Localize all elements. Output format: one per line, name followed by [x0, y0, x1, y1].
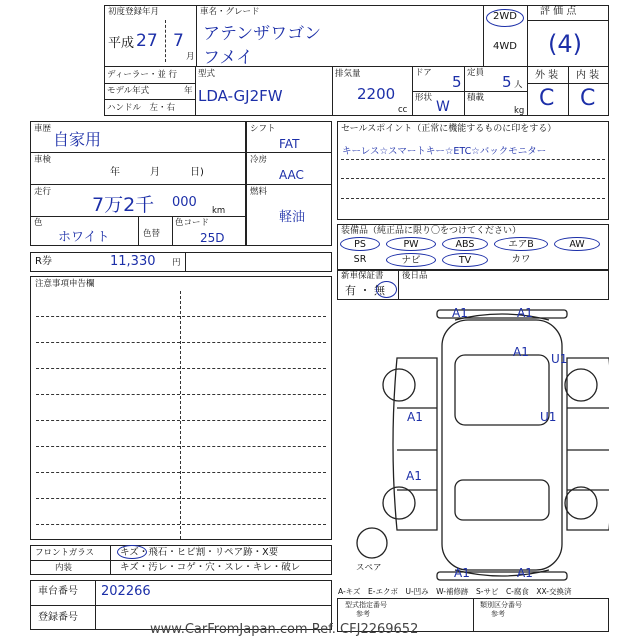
wheel-front-left: [383, 369, 415, 401]
interior-cond-value: キズ・汚レ・コゲ・穴・スレ・キレ・破レ: [120, 562, 301, 573]
damage-mark: A1: [454, 566, 470, 580]
load-label: 積載: [467, 93, 485, 103]
color-code-value: 25D: [200, 231, 225, 245]
damage-mark: A1: [407, 410, 423, 424]
damage-mark: U1: [551, 352, 568, 366]
interior-cond-label: 内装: [55, 563, 73, 573]
color-label: 色: [34, 218, 43, 228]
damage-mark: A1: [517, 566, 533, 580]
interior-label: 内 装: [576, 70, 600, 81]
equipment-item: SR: [353, 254, 367, 265]
doors-value: 5: [452, 73, 462, 91]
usage-value: 自家用: [53, 130, 102, 149]
recycle-value: 11,330: [110, 254, 156, 269]
windshield-value: キズ・飛石・ヒビ割・リペア跡・X要: [120, 547, 279, 558]
damage-mark: A1: [513, 345, 529, 359]
reg-month-unit: 月: [186, 52, 195, 62]
equipment-item: PW: [386, 237, 436, 251]
color-value: ホワイト: [58, 230, 110, 245]
grade-value: (4): [548, 30, 582, 58]
reg-date-label: 初度登録年月: [108, 7, 160, 17]
regno-label: 登録番号: [38, 612, 78, 623]
warranty-none-circle: [376, 281, 397, 298]
equipment-row-1: [340, 237, 608, 251]
equipment-item: ABS: [442, 237, 488, 251]
selling-value: キーレス☆スマートキー☆ETC☆バックモニター: [342, 146, 547, 157]
recycle-label: R券: [35, 256, 52, 267]
wheel-front-right: [565, 369, 597, 401]
spare-label: スペア: [356, 563, 382, 573]
shape-value: W: [436, 99, 450, 115]
retrofit-label: 後日品: [402, 271, 428, 281]
dealer-label: ディーラー・並 行: [107, 70, 178, 80]
diagram-front-bumper: [455, 314, 549, 320]
model-year-unit: 年: [184, 86, 193, 96]
ac-value: AAC: [279, 168, 304, 182]
equipment-item: エアB: [494, 237, 548, 251]
equipment-item: TV: [442, 253, 488, 267]
car-damage-diagram: [337, 300, 609, 584]
class-label: 類別区分番号: [480, 601, 522, 609]
type-designation-ref: 参考: [356, 610, 370, 618]
handle-label: ハンドル 左・右: [107, 103, 176, 113]
notes-label: 注意事項申告欄: [35, 279, 95, 289]
damage-mark: U1: [540, 410, 557, 424]
recycle-panel: [30, 252, 332, 272]
equipment-item: カワ: [511, 254, 531, 265]
warranty-label: 新車保証書: [341, 271, 384, 281]
interior-value: C: [580, 86, 596, 111]
equipment-row-2: [340, 253, 608, 267]
drive-4wd: 4WD: [493, 41, 517, 52]
watermark: www.CarFromJapan.com Ref. CFJ2269652: [150, 622, 419, 637]
model-grade: フメイ: [203, 48, 253, 68]
displacement-unit: cc: [398, 105, 408, 115]
color-change-label: 色替: [143, 229, 161, 239]
inspection-label: 車検: [34, 155, 52, 165]
type-value: LDA-GJ2FW: [198, 87, 283, 105]
diagram-rear-glass: [455, 480, 549, 520]
mileage-unit: km: [212, 206, 226, 216]
type-designation-label: 型式指定番号: [345, 601, 387, 609]
capacity-unit: 人: [514, 80, 523, 90]
mileage-label: 走行: [34, 187, 52, 197]
capacity-value: 5: [502, 73, 512, 91]
selling-panel: [337, 121, 609, 220]
reg-year: 27: [136, 31, 158, 51]
exterior-label: 外 装: [535, 70, 559, 81]
reg-month: 7: [173, 31, 184, 51]
wheel-rear-right: [565, 487, 597, 519]
windshield-scratch-circle: [117, 545, 147, 559]
class-ref: 参考: [491, 610, 505, 618]
windshield-label: フロントガラス: [35, 548, 94, 558]
displacement-value: 2200: [357, 85, 396, 103]
fuel-value: 軽油: [279, 210, 306, 225]
ac-label: 冷房: [250, 155, 268, 165]
shape-label: 形状: [415, 93, 433, 103]
recycle-unit: 円: [172, 258, 181, 268]
equipment-label: 装備品（純正品に限り〇をつけてください）: [341, 226, 522, 236]
damage-mark: A1: [517, 306, 533, 320]
spare-tire: [357, 528, 387, 558]
warranty-value: 有 ・ 無: [345, 284, 385, 297]
equipment-item: ナビ: [386, 253, 436, 267]
color-code-label: 色コード: [175, 218, 210, 228]
doors-label: ドア: [415, 68, 432, 78]
shift-label: シフト: [250, 124, 276, 134]
diagram-roof: [455, 355, 549, 425]
equipment-item: AW: [554, 237, 600, 251]
chassis-label: 車台番号: [38, 586, 78, 597]
mileage-sub: 000: [172, 195, 197, 210]
type-label: 型式: [198, 69, 216, 79]
capacity-label: 定員: [467, 68, 485, 78]
diagram-body-outline: [442, 320, 562, 570]
diagram-right-side: [567, 358, 609, 530]
model-year-label: モデル年式: [107, 86, 150, 96]
model-label: 車名・グレード: [200, 7, 260, 17]
wheel-rear-left: [383, 487, 415, 519]
damage-mark: A1: [406, 469, 422, 483]
grade-label: 評 価 点: [540, 6, 577, 17]
mileage-value: 7万2千: [92, 194, 155, 216]
fuel-label: 燃料: [250, 187, 268, 197]
equipment-item: PS: [340, 237, 380, 251]
exterior-value: C: [539, 86, 555, 111]
usage-label: 車歴: [34, 124, 52, 134]
load-unit: kg: [514, 106, 525, 116]
damage-mark: A1: [452, 306, 468, 320]
damage-legend: A-キズ E-エクボ U-凹み W-補修跡 S-サビ C-腐食 XX-交換済: [338, 587, 572, 596]
selling-label: セールスポイント（正常に機能するものに印をする）: [341, 124, 557, 134]
reg-era: 平成: [108, 36, 135, 51]
displacement-label: 排気量: [335, 69, 361, 79]
shift-value: FAT: [279, 137, 300, 151]
drive-2wd: 2WD: [493, 11, 517, 22]
chassis-value: 202266: [101, 584, 151, 599]
model-name: アテンザワゴン: [203, 24, 322, 44]
inspection-text: 年 月 日): [110, 167, 204, 178]
